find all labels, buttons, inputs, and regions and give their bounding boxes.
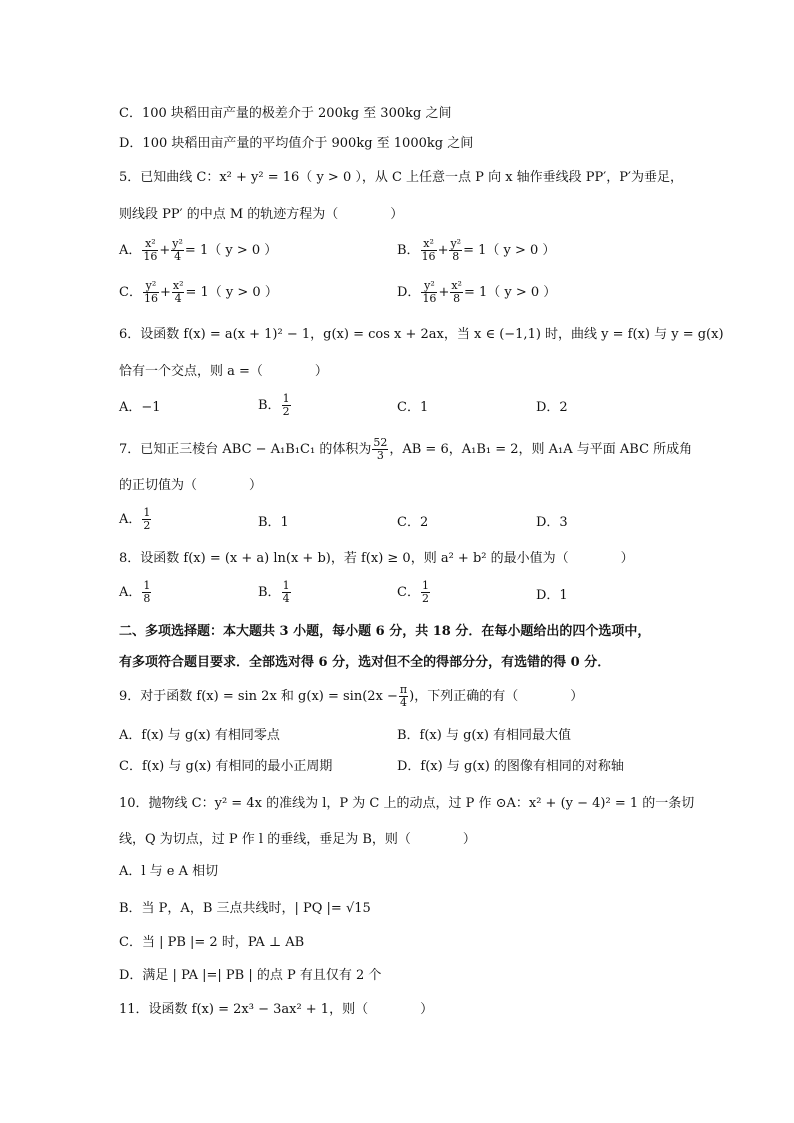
q7-stem-line1: 7．已知正三棱台 ABC − A₁B₁C₁ 的体积为 $\frac{52}{3}$ ，AB = 6，A₁B₁ = 2，则 A₁A 与平面 ABC 所成角 <box>119 436 693 462</box>
q5-option-a: A． $\frac{\text{x²}}{16}$ + $\frac{\text{y²}}{4}$ = 1（ y > 0 ） <box>119 237 278 263</box>
q9-option-d: D．f(x) 与 g(x) 的图像有相同的对称轴 <box>397 759 624 774</box>
q6-option-b: B． $\frac{1}{2}$ <box>258 392 290 418</box>
q9-option-a: A．f(x) 与 g(x) 有相同零点 <box>119 728 280 743</box>
q6-stem-line2: 恰有一个交点，则 a =（ ） <box>119 364 328 379</box>
q8-stem-line1: 8．设函数 f(x) = (x + a) ln(x + b)，若 f(x) ≥ 0，则 a² + b² 的最小值为（ ） <box>119 551 634 566</box>
section2-heading-line2: 有多项符合题目要求．全部选对得 6 分，选对但不全的得部分分，有选错的得 0 分． <box>119 655 611 670</box>
q11-stem-line1: 11．设函数 f(x) = 2x³ − 3ax² + 1，则（ ） <box>119 1002 434 1017</box>
q7-option-a: A． $\frac{1}{2}$ <box>119 506 151 532</box>
q7-option-c: C．2 <box>397 515 429 530</box>
q10-option-b: B．当 P，A，B 三点共线时，| PQ |= √15 <box>119 901 371 916</box>
q6-stem-line1: 6．设函数 f(x) = a(x + 1)² − 1，g(x) = cos x + 2ax，当 x ∈ (−1,1) 时，曲线 y = f(x) 与 y = g(x) <box>119 327 724 342</box>
q8-option-a: A． $\frac{1}{8}$ <box>119 579 151 605</box>
q5-stem-line2: 则线段 PP′ 的中点 M 的轨迹方程为（ ） <box>119 207 404 222</box>
q8-option-c: C． $\frac{1}{2}$ <box>397 579 429 605</box>
q5-stem-line1: 5．已知曲线 C：x² + y² = 16（ y > 0 ），从 C 上任意一点 P 向 x 轴作垂线段 PP′，P′为垂足， <box>119 170 683 185</box>
q5-option-c: C． $\frac{\text{y²}}{16}$ + $\frac{\text{x²}}{4}$ = 1（ y > 0 ） <box>119 279 278 305</box>
q5-option-d: D． $\frac{\text{y²}}{16}$ + $\frac{\text{x²}}{8}$ = 1（ y > 0 ） <box>397 279 557 305</box>
q7-option-b: B．1 <box>258 515 289 530</box>
q7-option-d: D．3 <box>536 515 568 530</box>
q6-option-c: C．1 <box>397 400 429 415</box>
q8-option-d: D．1 <box>536 588 568 603</box>
q4-option-c: C．100 块稻田亩产量的极差介于 200kg 至 300kg 之间 <box>119 106 452 121</box>
q6-option-a: A．−1 <box>119 400 161 415</box>
q5-option-b: B． $\frac{\text{x²}}{16}$ + $\frac{\text{y²}}{8}$ = 1（ y > 0 ） <box>397 237 556 263</box>
q7-stem-line2: 的正切值为（ ） <box>119 478 263 493</box>
section2-heading-line1: 二、多项选择题：本大题共 3 小题，每小题 6 分，共 18 分．在每小题给出的四个选项中， <box>119 624 651 639</box>
q10-option-a: A．l 与 e A 相切 <box>119 864 219 879</box>
q9-option-c: C．f(x) 与 g(x) 有相同的最小正周期 <box>119 759 333 774</box>
q10-stem-line1: 10．抛物线 C：y² = 4x 的准线为 l，P 为 C 上的动点，过 P 作 ⊙A：x² + (y − 4)² = 1 的一条切 <box>119 796 695 811</box>
q4-option-d: D．100 块稻田亩产量的平均值介于 900kg 至 1000kg 之间 <box>119 136 474 151</box>
q9-stem-line1: 9．对于函数 f(x) = sin 2x 和 g(x) = sin(2x − $\frac{\pi}{4}$ )，下列正确的有（ ） <box>119 683 584 709</box>
q10-option-c: C．当 | PB |= 2 时，PA ⊥ AB <box>119 935 305 950</box>
q8-option-b: B． $\frac{1}{4}$ <box>258 579 290 605</box>
q6-option-d: D．2 <box>536 400 568 415</box>
q10-stem-line2: 线，Q 为切点，过 P 作 l 的垂线，垂足为 B，则（ ） <box>119 832 476 847</box>
q9-option-b: B．f(x) 与 g(x) 有相同最大值 <box>397 728 572 743</box>
q10-option-d: D．满足 | PA |=| PB | 的点 P 有且仅有 2 个 <box>119 968 382 983</box>
